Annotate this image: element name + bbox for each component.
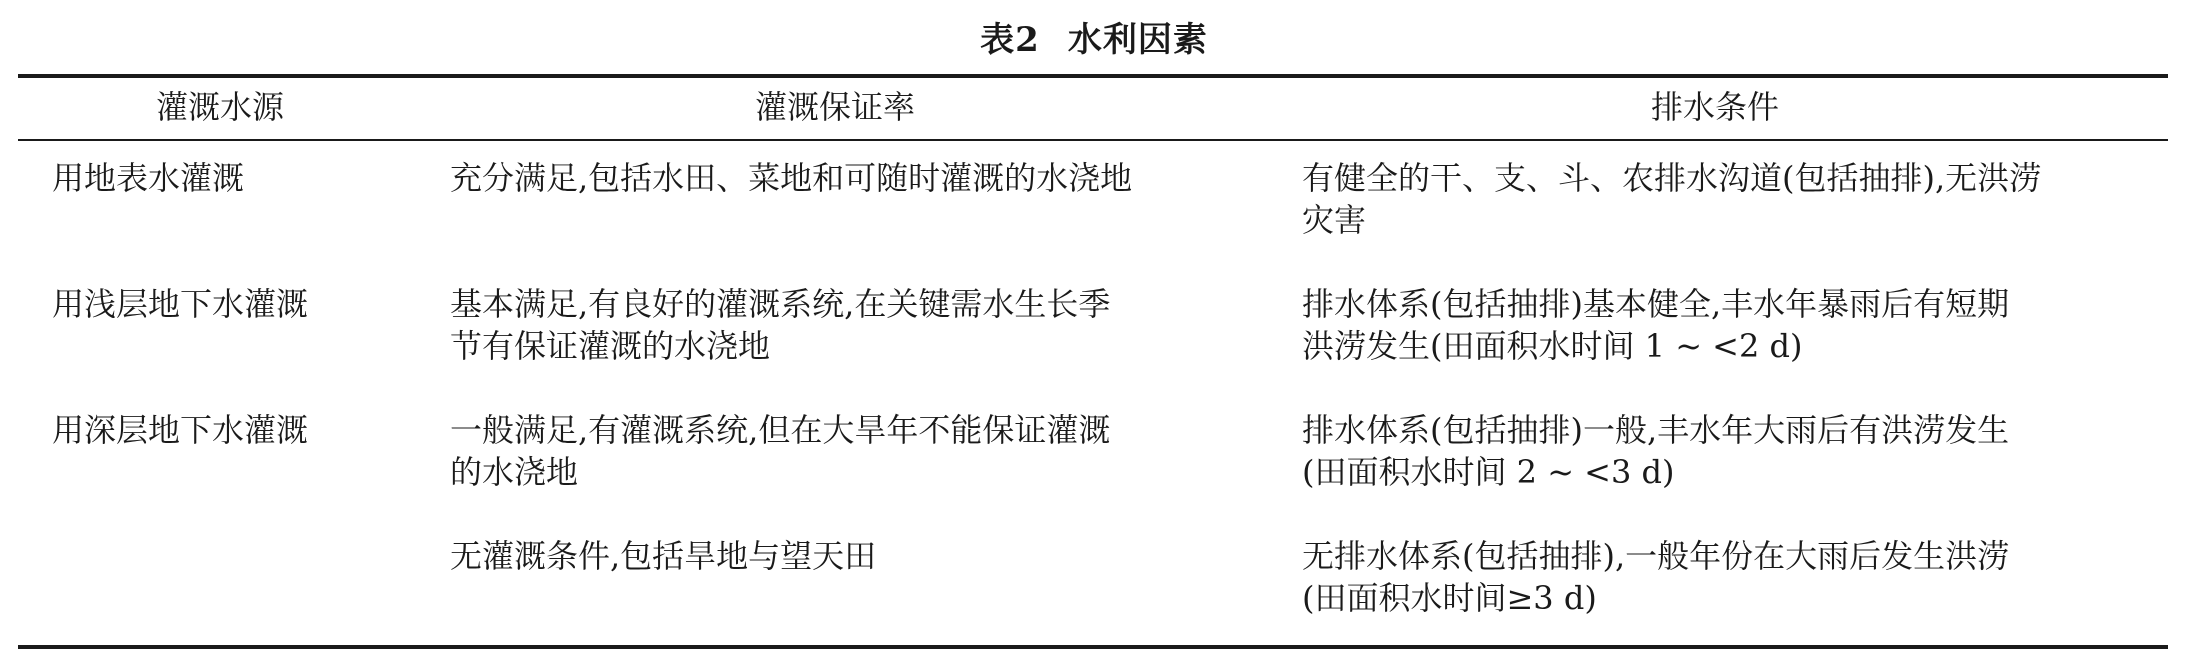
row4-drainage-line1: 无排水体系(包括抽排),一般年份在大雨后发生洪涝: [1302, 537, 2010, 575]
row3-guarantee-line1: 一般满足,有灌溉系统,但在大旱年不能保证灌溉: [450, 411, 1111, 449]
table-header-rule: [18, 139, 2168, 141]
row1-drainage-line1: 有健全的干、支、斗、农排水沟道(包括抽排),无洪涝: [1302, 159, 2042, 197]
table-title: 水利因素: [1067, 20, 1208, 60]
row2-source: 用浅层地下水灌溉: [52, 285, 309, 323]
table-top-rule: [18, 74, 2168, 78]
row2-drainage-line1: 排水体系(包括抽排)基本健全,丰水年暴雨后有短期: [1302, 285, 2010, 323]
header-irrigation-source: 灌溉水源: [155, 88, 284, 126]
row1-drainage: [1302, 157, 2152, 241]
row3-drainage-line1: 排水体系(包括抽排)一般,丰水年大雨后有洪涝发生: [1302, 411, 2010, 449]
row4-guarantee-line1: 无灌溉条件,包括旱地与望天田: [450, 537, 877, 575]
row2-guarantee: [450, 283, 1220, 367]
row1-guarantee-line1: 充分满足,包括水田、菜地和可随时灌溉的水浇地: [450, 159, 1133, 197]
header-irrigation-guarantee: 灌溉保证率: [754, 88, 915, 126]
table-bottom-rule: [18, 645, 2168, 649]
row4-guarantee: [450, 535, 1220, 577]
row3-drainage: [1302, 409, 2152, 493]
row3-source: 用深层地下水灌溉: [52, 411, 309, 449]
header-drainage-condition: 排水条件: [1650, 88, 1779, 126]
row2-guarantee-line1: 基本满足,有良好的灌溉系统,在关键需水生长季: [450, 285, 1111, 323]
table-caption: [0, 12, 2188, 61]
row2-drainage: [1302, 283, 2152, 367]
row2-drainage-line2: 洪涝发生(田面积水时间 1 ~ <2 d): [1302, 327, 1803, 365]
row1-source: 用地表水灌溉: [52, 159, 245, 197]
row1-drainage-line2: 灾害: [1302, 201, 1367, 239]
row2-guarantee-line2: 节有保证灌溉的水浇地: [450, 327, 771, 365]
table-number: 表2: [980, 20, 1040, 60]
row4-drainage-line2: (田面积水时间≥3 d): [1302, 579, 1597, 617]
row3-guarantee: [450, 409, 1220, 493]
row4-drainage: [1302, 535, 2152, 619]
row3-drainage-line2: (田面积水时间 2 ~ <3 d): [1302, 453, 1675, 491]
row3-guarantee-line2: 的水浇地: [450, 453, 579, 491]
row1-guarantee: [450, 157, 1220, 199]
